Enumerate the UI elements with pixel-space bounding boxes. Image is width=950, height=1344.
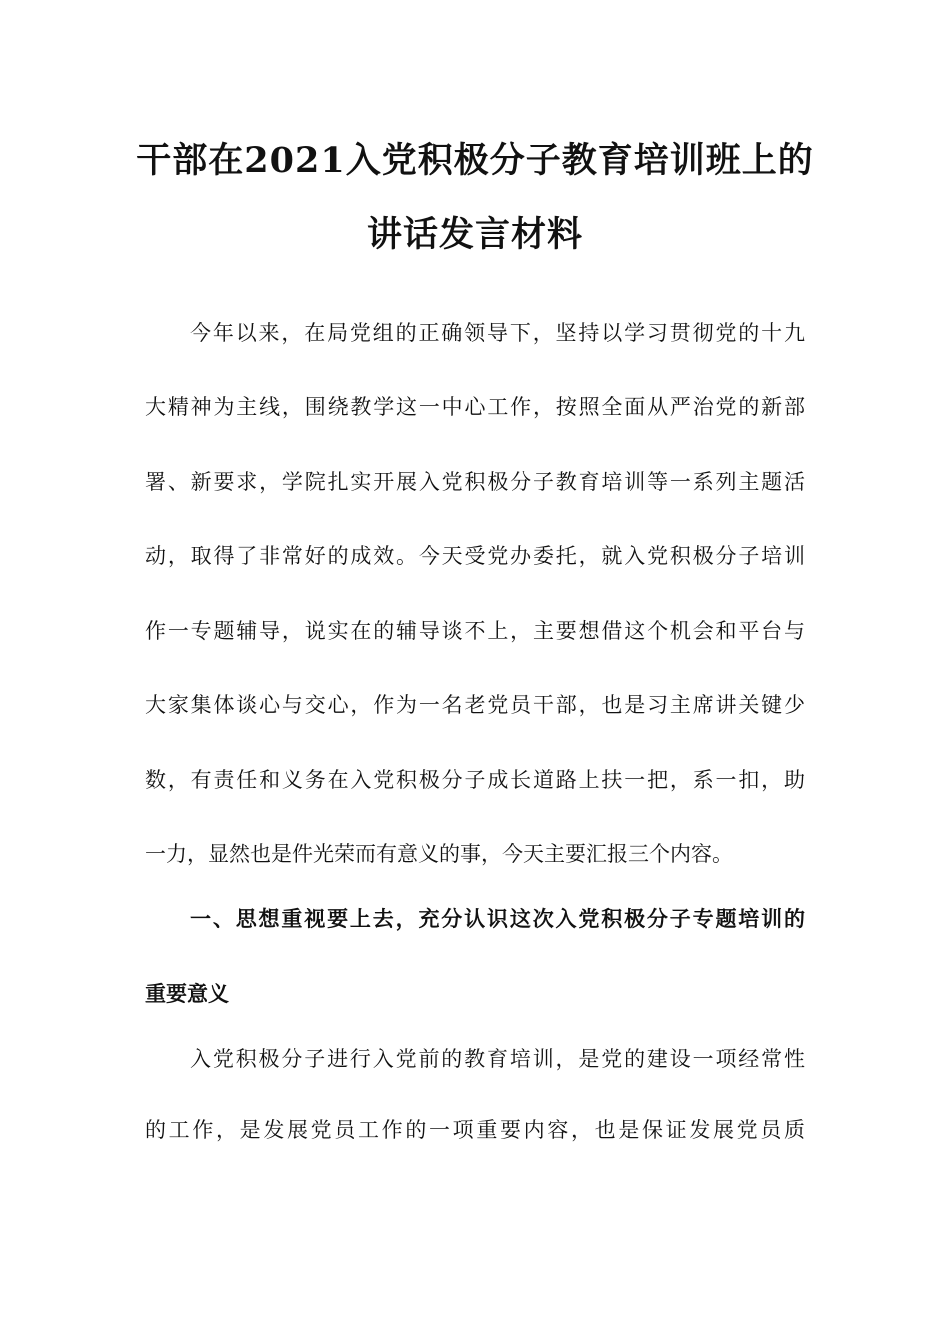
paragraph-1-line: 作一专题辅导，说实在的辅导谈不上，主要想借这个机会和平台与: [145, 619, 805, 643]
section-heading-line: 一、思想重视要上去，充分认识这次入党积极分子专题培训的: [190, 907, 805, 931]
paragraph-1-line: 一力，显然也是件光荣而有意义的事，今天主要汇报三个内容。: [145, 842, 733, 866]
section-heading-line: 重要意义: [145, 982, 229, 1006]
paragraph-2-line: 入党积极分子进行入党前的教育培训，是党的建设一项经常性: [190, 1047, 805, 1071]
document-title-line-1: 干部在2021入党积极分子教育培训班上的: [136, 140, 814, 181]
paragraph-1-line: 大精神为主线，围绕教学这一中心工作，按照全面从严治党的新部: [145, 395, 805, 419]
paragraph-1-line: 数，有责任和义务在入党积极分子成长道路上扶一把，系一扣，助: [145, 768, 805, 792]
paragraph-1-line: 今年以来，在局党组的正确领导下，坚持以学习贯彻党的十九: [190, 321, 805, 345]
paragraph-1-line: 署、新要求，学院扎实开展入党积极分子教育培训等一系列主题活: [145, 470, 805, 494]
paragraph-1-line: 动，取得了非常好的成效。今天受党办委托，就入党积极分子培训: [145, 544, 805, 568]
document-title-line-2: 讲话发言材料: [366, 214, 583, 255]
paragraph-1-line: 大家集体谈心与交心，作为一名老党员干部，也是习主席讲关键少: [145, 693, 805, 717]
paragraph-2-line: 的工作，是发展党员工作的一项重要内容，也是保证发展党员质: [145, 1118, 805, 1142]
